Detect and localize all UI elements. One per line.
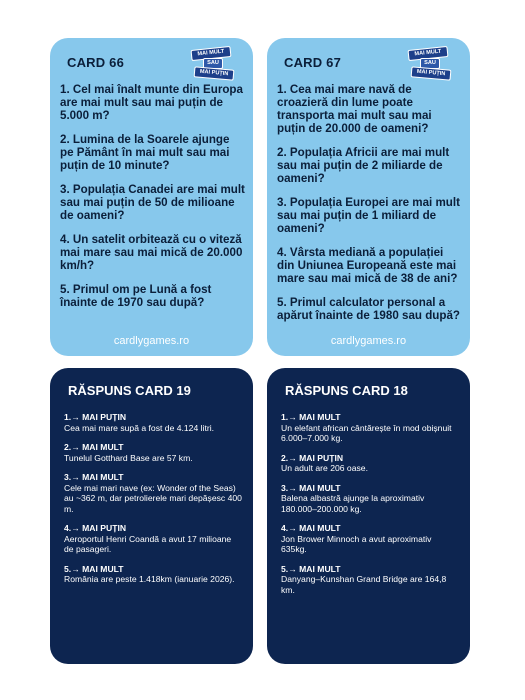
question-item: 1. Cea mai mare navă de croazieră din lume poate transporta mai mult sau mai puțin de 20.000 de oameni? [277, 83, 432, 135]
answer-explanation: Jon Brower Minnoch a avut aproximativ 635kg. [281, 533, 432, 554]
answer-verdict: 2.→ MAI MULT [64, 442, 124, 452]
answer-list [64, 412, 242, 594]
answer-explanation: Cea mai mare supă a fost de 4.124 litri. [64, 422, 214, 433]
answer-item [64, 523, 242, 555]
card-footer-website: cardlygames.ro [113, 335, 190, 347]
badge-line-3: MAI PUȚIN [194, 66, 235, 80]
badge-line-1: MAI MULT [408, 46, 449, 61]
badge-line-2: SAU [420, 58, 440, 69]
question-item: 5. Primul calculator personal a apărut înainte de 1980 sau după? [277, 296, 460, 322]
question-item: 2. Lumina de la Soarele ajunge pe Pământ în mai mult sau mai puțin de 10 minute? [60, 133, 230, 172]
question-list [277, 83, 463, 333]
question-item: 3. Populația Europei are mai mult sau mai puțin de 1 miliard de oameni? [277, 196, 460, 235]
card-title: RĂSPUNS CARD 18 [285, 383, 408, 398]
question-list [60, 83, 246, 320]
answer-explanation: Balena albastră ajunge la aproximativ 180.000–200.000 kg. [281, 493, 425, 514]
answer-verdict: 5.→ MAI MULT [64, 563, 124, 574]
answer-verdict: 1.→ MAI MULT [281, 412, 341, 422]
card-footer-website: cardlygames.ro [330, 335, 407, 347]
answer-explanation: România are peste 1.418km (ianuarie 2026). [64, 574, 235, 584]
answer-verdict: 5.→ MAI MULT [281, 563, 341, 574]
answer-explanation: Danyang–Kunshan Grand Bridge are 164,8 km. [281, 574, 447, 595]
card-title: RĂSPUNS CARD 19 [68, 383, 191, 398]
question-card-67[interactable] [267, 38, 470, 356]
question-item: 4. Vârsta mediană a populației din Uniunea Europeană este mai mare sau mai mică de 38 de ani? [277, 246, 458, 285]
question-item: 4. Un satelit orbitează cu o viteză mai mare sau mai mică de 20.000 km/h? [60, 233, 243, 272]
question-card-66[interactable] [50, 38, 253, 356]
badge-line-3: MAI PUȚIN [411, 66, 452, 80]
badge-line-2: SAU [203, 58, 223, 69]
card-title: CARD 66 [67, 55, 125, 70]
question-item: 5. Primul om pe Lună a fost înainte de 1970 sau după? [60, 283, 212, 309]
card-title: CARD 67 [284, 55, 342, 70]
answer-explanation: Un adult are 206 oase. [281, 463, 368, 473]
question-item: 3. Populația Canadei are mai mult sau mai puțin de 50 de milioane de oameni? [60, 183, 245, 222]
question-item: 2. Populația Africii are mai mult sau mai puțin de 2 miliarde de oameni? [277, 146, 450, 185]
answer-verdict: 4.→ MAI MULT [281, 523, 341, 533]
mai-mult-sau-mai-putin-logo [189, 47, 237, 79]
answer-verdict: 2.→ MAI PUȚIN [281, 452, 344, 463]
answer-item [281, 412, 459, 444]
answer-explanation: Tunelul Gotthard Base are 57 km. [64, 452, 193, 463]
answer-item [64, 412, 242, 433]
answer-verdict: 3.→ MAI MULT [64, 472, 124, 482]
question-item: 1. Cel mai înalt munte din Europa are mai mult sau mai puțin de 5.000 m? [60, 83, 243, 122]
answer-item [281, 564, 459, 596]
answer-verdict: 4.→ MAI PUȚIN [64, 523, 127, 533]
answer-item [281, 483, 459, 515]
answer-verdict: 1.→ MAI PUȚIN [64, 412, 127, 422]
answer-item [64, 472, 242, 514]
answer-item [281, 523, 459, 555]
mai-mult-sau-mai-putin-logo [406, 47, 454, 79]
badge-line-1: MAI MULT [191, 46, 232, 61]
answer-card-18[interactable] [267, 368, 470, 664]
answer-list [281, 412, 459, 604]
answer-card-19[interactable] [50, 368, 253, 664]
answer-item [281, 453, 459, 474]
answer-item [64, 564, 242, 585]
answer-verdict: 3.→ MAI MULT [281, 482, 341, 493]
answer-explanation: Un elefant african cântărește în mod obișnuit 6.000–7.000 kg. [281, 422, 452, 443]
answer-item [64, 442, 242, 463]
answer-explanation: Aeroportul Henri Coandă a avut 17 milioane de pasageri. [64, 533, 232, 554]
answer-explanation: Cele mai mari nave (ex: Wonder of the Seas) au ~362 m, dar petrolierele mari depășesc 400 m. [64, 482, 242, 514]
